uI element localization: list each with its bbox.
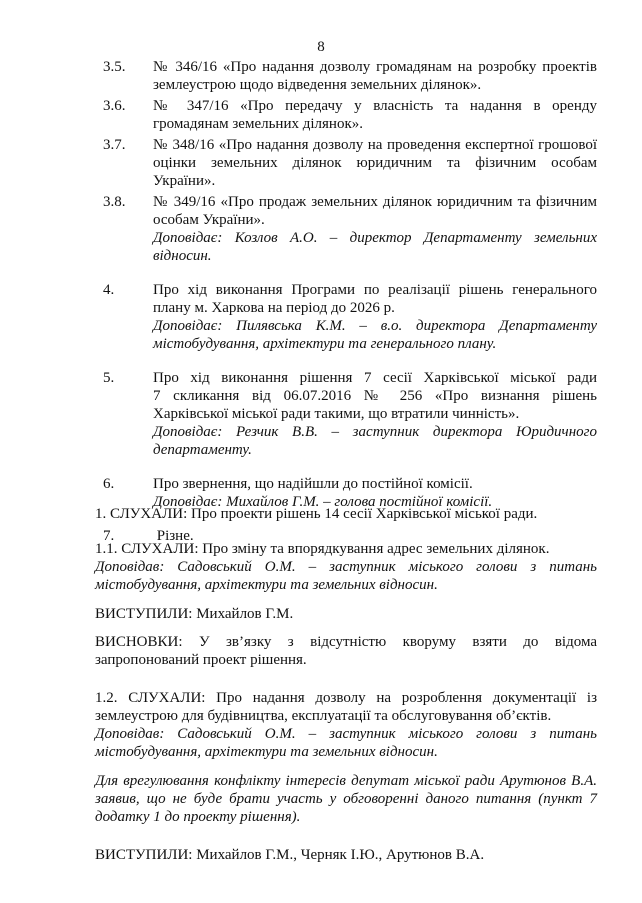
heard-text: 1. СЛУХАЛИ: Про проекти рішень 14 сесії Харківської міської ради.: [95, 506, 538, 522]
spoke-text: ВИСТУПИЛИ: Михайлов Г.М.: [95, 606, 294, 622]
conclusions-line: запропонований проект рішення.: [95, 652, 307, 668]
item-text-line: Харківської міської ради такими, що втратили чинність».: [153, 406, 520, 422]
heard-1-1: [95, 540, 597, 594]
speaker-line: Доповідає: Пилявська К.М. – в.о. директора Департаменту: [153, 318, 597, 334]
agenda-item-3-8: [0, 193, 642, 265]
agenda-item-5: [0, 369, 642, 459]
spoke-1-1: [95, 605, 597, 623]
heard-1: [95, 505, 597, 523]
item-text-line: № 346/16 «Про надання дозволу громадянам на розробку проектів: [153, 59, 597, 75]
item-text-line: України».: [153, 173, 216, 189]
agenda-item-3-5: [0, 58, 642, 94]
item-text-line: № 348/16 «Про надання дозволу на проведення експертної грошової: [153, 137, 597, 153]
heard-text-line: 1.2. СЛУХАЛИ: Про надання дозволу на розроблення документації із: [95, 690, 597, 706]
conflict-statement: [95, 772, 597, 826]
speaker-line: містобудування, архітектури та генерального плану.: [153, 336, 497, 352]
item-text-line: Про хід виконання Програми по реалізації рішень генерального: [153, 282, 597, 298]
conclusions-1-1: [95, 633, 597, 669]
item-number: 7.: [103, 528, 115, 544]
item-text-line: 7 скликання від 06.07.2016 № 256 «Про визнання рішень: [153, 388, 597, 404]
speaker-line: Доповідає: Михайлов Г.М. – голова постійної комісії.: [153, 494, 493, 510]
item-text-line: оцінки земельних ділянок юридичним та фізичним особам: [153, 155, 597, 171]
item-text-line: громадянам земельних ділянок».: [153, 116, 363, 132]
item-number: 4.: [103, 282, 115, 298]
speaker-line: відносин.: [153, 248, 212, 264]
agenda-item-4: [0, 281, 642, 353]
heard-text-line: землеустрою для будівництва, експлуатації та обслуговування об’єктів.: [95, 708, 552, 724]
item-number: 3.8.: [103, 194, 126, 210]
item-text-line: Про хід виконання рішення 7 сесії Харківської міської ради: [153, 370, 597, 386]
item-text-line: особам України».: [153, 212, 265, 228]
conflict-line: заявив, що не буде брати участь у обговоренні даного питання (пункт 7: [95, 791, 597, 807]
item-text-line: землеустрою щодо відведення земельних ділянок».: [153, 77, 482, 93]
spoke-text: ВИСТУПИЛИ: Михайлов Г.М., Черняк І.Ю., Арутюнов В.А.: [95, 847, 485, 863]
speaker-line: Доповідав: Садовський О.М. – заступник міського голови з питань: [95, 726, 597, 742]
item-text-line: Про звернення, що надійшли до постійної комісії.: [153, 476, 473, 492]
speaker-line: містобудування, архітектури та земельних відносин.: [95, 577, 438, 593]
item-number: 6.: [103, 476, 115, 492]
conflict-line: додатку 1 до проекту рішення).: [95, 809, 301, 825]
item-text-line: Різне.: [153, 528, 194, 544]
conclusions-line: ВИСНОВКИ: У зв’язку з відсутністю кворуму взяти до відома: [95, 634, 597, 650]
spoke-1-2: [95, 846, 597, 864]
agenda-list: [0, 58, 642, 545]
speaker-line: Доповідає: Резчик В.В. – заступник директора Юридичного: [153, 424, 597, 440]
speaker-line: департаменту.: [153, 442, 252, 458]
speaker-line: містобудування, архітектури та земельних відносин.: [95, 744, 438, 760]
speaker-line: Доповідає: Козлов А.О. – директор Департаменту земельних: [153, 230, 597, 246]
item-number: 3.6.: [103, 98, 126, 114]
agenda-item-3-7: [0, 136, 642, 190]
item-number: 3.7.: [103, 137, 126, 153]
heard-text: 1.1. СЛУХАЛИ: Про зміну та впорядкування адрес земельних ділянок.: [95, 541, 550, 557]
heard-1-2: [95, 689, 597, 761]
agenda-item-3-6: [0, 97, 642, 133]
speaker-line: Доповідав: Садовський О.М. – заступник міського голови з питань: [95, 559, 597, 575]
item-text-line: плану м. Харкова на період до 2026 р.: [153, 300, 395, 316]
item-number: 3.5.: [103, 59, 126, 75]
item-text-line: № 349/16 «Про продаж земельних ділянок юридичним та фізичним: [153, 194, 597, 210]
page-number: 8: [317, 39, 325, 55]
item-text-line: № 347/16 «Про передачу у власність та надання в оренду: [153, 98, 597, 114]
item-number: 5.: [103, 370, 115, 386]
conflict-line: Для врегулювання конфлікту інтересів депутат міської ради Арутюнов В.А.: [95, 773, 597, 789]
